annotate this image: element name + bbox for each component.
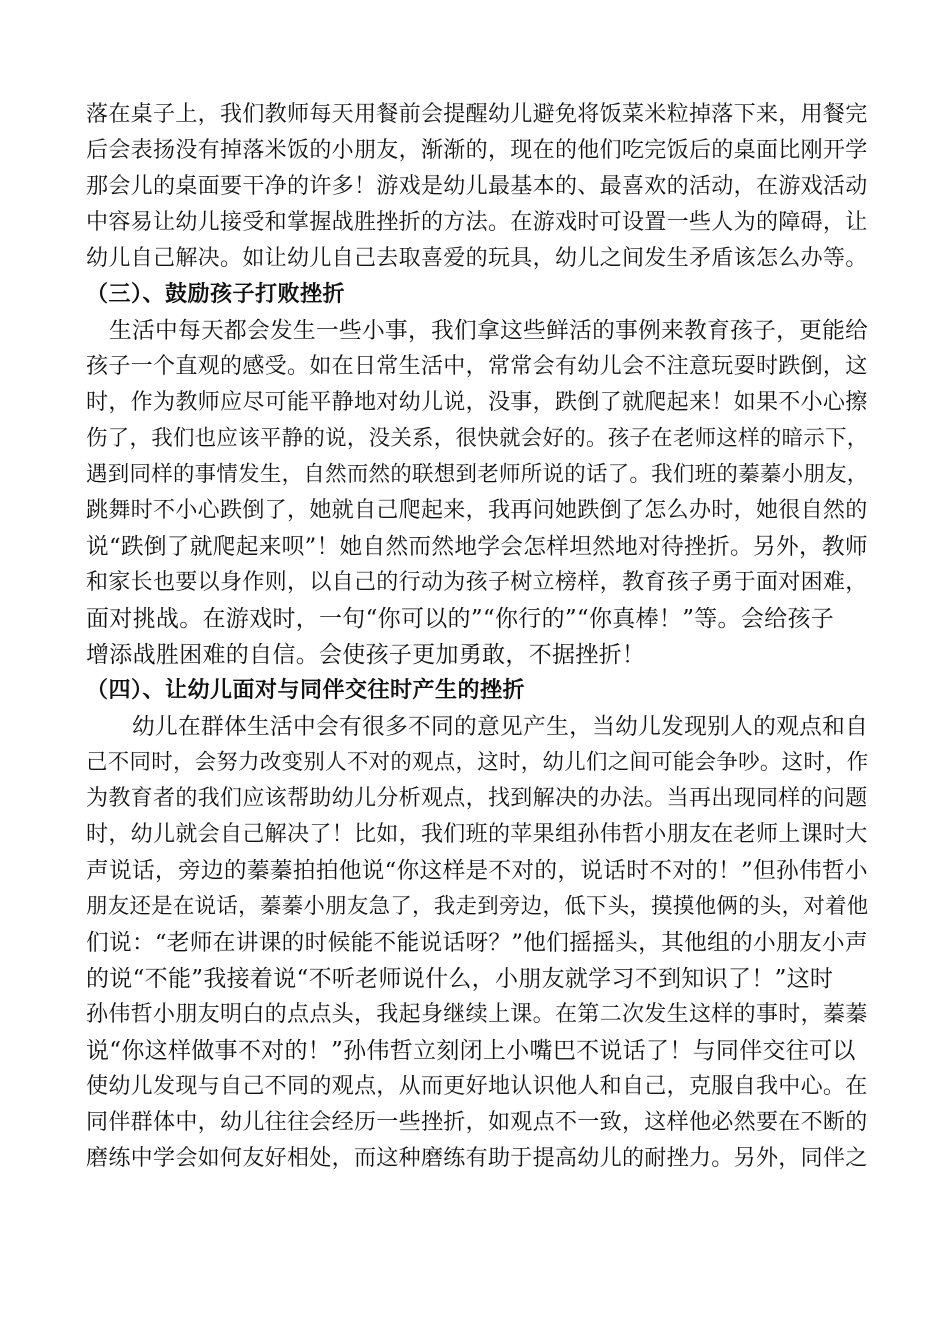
paragraph-line: 落在桌子上，我们教师每天用餐前会提醒幼儿避免将饭菜米粒掉落下来，用餐完 [86,102,868,127]
paragraph-line: 孩子一个直观的感受。如在日常生活中，常常会有幼儿会不注意玩耍时跌倒，这 [86,354,868,379]
paragraph-line: 为教育者的我们应该帮助幼儿分析观点，找到解决的办法。当再出现同样的问题 [86,786,868,811]
paragraph-line: 增添战胜困难的自信。会使孩子更加勇敢，不据挫折！ [86,642,646,668]
paragraph-line: 跳舞时不小心跌倒了，她就自己爬起来，我再问她跌倒了怎么办时，她很自然的 [86,498,868,523]
paragraph-line: 和家长也要以身作则，以自己的行动为孩子树立榜样，教育孩子勇于面对困难， [86,570,868,595]
paragraph-line: 使幼儿发现与自己不同的观点，从而更好地认识他人和自己，克服自我中心。在 [86,1074,868,1099]
paragraph-line: 面对挑战。在游戏时，一句“你可以的”“你行的”“你真棒！”等。会给孩子 [86,606,835,632]
paragraph-line: 时，作为教师应尽可能平静地对幼儿说，没事，跌倒了就爬起来！如果不小心擦 [86,390,868,415]
paragraph-line: 遇到同样的事情发生，自然而然的联想到老师所说的话了。我们班的蓁蓁小朋友， [86,462,869,487]
paragraph-line: 幼儿自己解决。如让幼儿自己去取喜爱的玩具，幼儿之间发生矛盾该怎么办等。 [86,246,868,271]
section-heading-3: （三）、鼓励孩子打败挫折 [86,282,346,307]
paragraph-line: 中容易让幼儿接受和掌握战胜挫折的方法。在游戏时可设置一些人为的障碍，让 [86,210,868,235]
paragraph-line: 声说话，旁边的蓁蓁拍拍他说“你这样是不对的，说话时不对的！”但孙伟哲小 [86,858,868,884]
paragraph-line: 孙伟哲小朋友明白的点点头，我起身继续上课。在第二次发生这样的事时，蓁蓁 [86,1002,868,1027]
paragraph-line: 磨练中学会如何友好相处，而这种磨练有助于提高幼儿的耐挫力。另外，同伴之 [86,1146,868,1171]
paragraph-line: 们说：“老师在讲课的时候能不能说话呀？”他们摇摇头，其他组的小朋友小声 [86,930,868,956]
section-heading-4: （四）、让幼儿面对与同伴交往时产生的挫折 [86,678,526,703]
paragraph-line: 同伴群体中，幼儿往往会经历一些挫折，如观点不一致，这样他必然要在不断的 [86,1110,868,1135]
paragraph-line: 生活中每天都会发生一些小事，我们拿这些鲜活的事例来教育孩子，更能给 [86,318,869,344]
paragraph-line: 那会儿的桌面要干净的许多！游戏是幼儿最基本的、最喜欢的活动，在游戏活动 [86,174,868,199]
paragraph-line: 说“跌倒了就爬起来呗”！她自然而然地学会怎样坦然地对待挫折。另外，教师 [86,534,868,560]
paragraph-line: 伤了，我们也应该平静的说，没关系，很快就会好的。孩子在老师这样的暗示下， [86,426,869,451]
paragraph-line: 的说“不能”我接着说“不听老师说什么，小朋友就学习不到知识了！”这时 [86,966,834,992]
paragraph-line: 说“你这样做事不对的！”孙伟哲立刻闭上小嘴巴不说话了！与同伴交往可以 [86,1038,856,1064]
paragraph-line: 朋友还是在说话，蓁蓁小朋友急了，我走到旁边，低下头，摸摸他俩的头，对着他 [86,894,869,919]
paragraph-line: 幼儿在群体生活中会有很多不同的意见产生，当幼儿发现别人的观点和自 [86,714,869,740]
paragraph-line: 己不同时，会努力改变别人不对的观点，这时，幼儿们之间可能会争吵。这时，作 [86,750,869,775]
paragraph-line: 时，幼儿就会自己解决了！比如，我们班的苹果组孙伟哲小朋友在老师上课时大 [86,822,868,847]
paragraph-line: 后会表扬没有掉落米饭的小朋友，渐渐的，现在的他们吃完饭后的桌面比刚开学 [86,138,868,163]
